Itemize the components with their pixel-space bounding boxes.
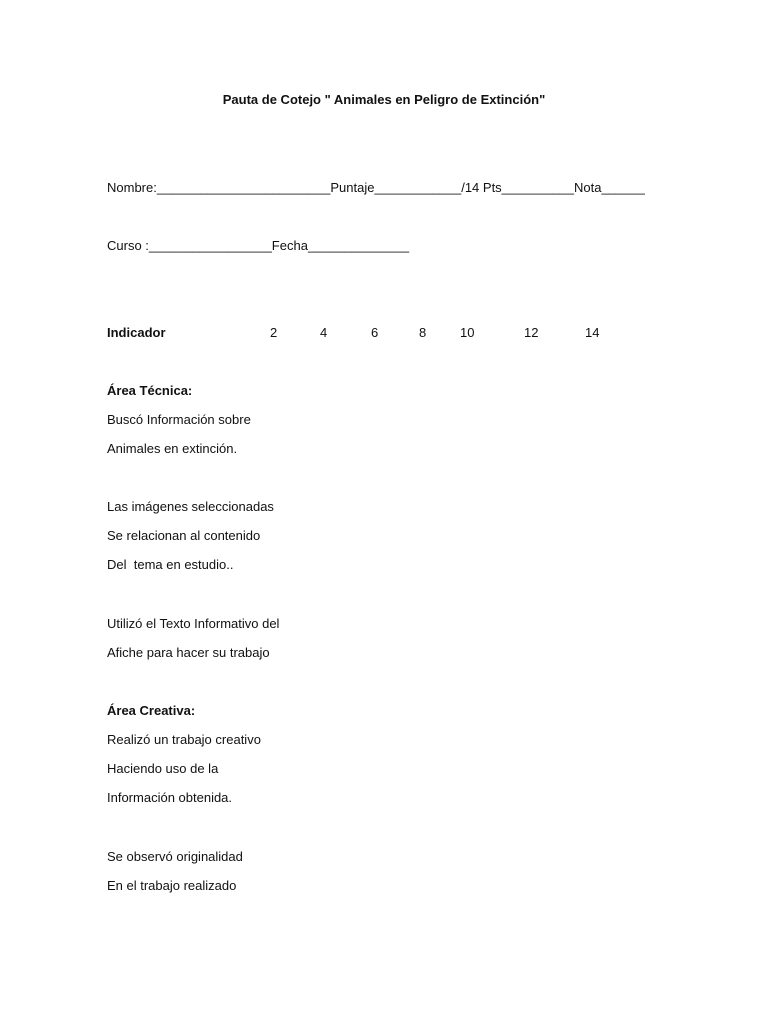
indicator-line: Realizó un trabajo creativo [107, 732, 261, 747]
course-date-line: Curso :_________________Fecha______________ [107, 238, 410, 253]
score-header-4: 4 [320, 325, 328, 340]
score-header-10: 10 [460, 325, 475, 340]
score-header-12: 12 [524, 325, 539, 340]
indicator-line: Las imágenes seleccionadas [107, 499, 274, 514]
indicator-line: En el trabajo realizado [107, 878, 237, 893]
indicator-header: Indicador [107, 325, 166, 340]
section-heading-tecnica: Área Técnica: [107, 383, 193, 398]
score-header-8: 8 [419, 325, 427, 340]
indicator-line: Animales en extinción. [107, 441, 238, 456]
indicator-line: Se observó originalidad [107, 849, 243, 864]
indicator-line: Información obtenida. [107, 790, 233, 805]
indicator-line: Se relacionan al contenido [107, 528, 261, 543]
score-header-6: 6 [371, 325, 379, 340]
score-header-2: 2 [270, 325, 278, 340]
document-title: Pauta de Cotejo " Animales en Peligro de Extinción" [222, 92, 546, 107]
indicator-line: Buscó Información sobre [107, 412, 251, 427]
name-score-grade-line: Nombre:________________________Puntaje____________/14 Pts__________Nota______ [107, 180, 645, 195]
indicator-line: Afiche para hacer su trabajo [107, 645, 270, 660]
indicator-line: Utilizó el Texto Informativo del [107, 616, 280, 631]
section-heading-creativa: Área Creativa: [107, 703, 196, 718]
score-header-14: 14 [585, 325, 600, 340]
indicator-line: Haciendo uso de la [107, 761, 219, 776]
indicator-line: Del tema en estudio.. [107, 557, 234, 572]
